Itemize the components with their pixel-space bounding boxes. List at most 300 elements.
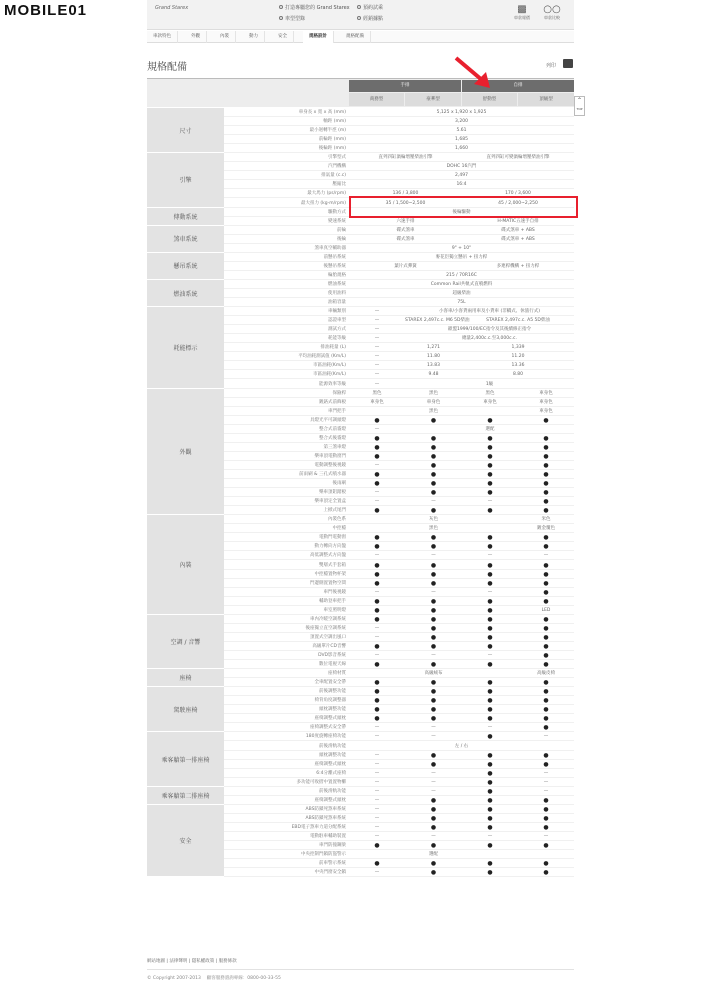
- spec-row: [224, 850, 574, 859]
- spec-row: [224, 687, 574, 696]
- spec-label: 具燈光平可調頭燈: [310, 417, 346, 423]
- spec-cell: —: [431, 734, 436, 740]
- spec-cell: ●: [543, 480, 549, 488]
- spec-cell: ●: [543, 471, 549, 478]
- spec-label: ABS防鎖死煞車系統: [305, 806, 346, 812]
- spec-cell: ●: [487, 624, 493, 632]
- spec-row: [224, 497, 574, 506]
- radio-icon: [279, 5, 283, 9]
- spec-row: [224, 841, 574, 850]
- spec-cell: ●: [487, 561, 493, 569]
- spec-cell: 黑色: [429, 526, 438, 532]
- spec-cell: —: [374, 499, 380, 505]
- spec-cell: LED: [541, 607, 551, 613]
- spec-cell: H-MATIC五速手自排: [497, 218, 539, 224]
- spec-row: [224, 579, 574, 588]
- spec-cell: ●: [543, 489, 549, 497]
- spec-cell: ●: [374, 443, 380, 451]
- spec-label: 座椅調整式頭枕: [314, 761, 346, 767]
- spec-cell: —: [543, 734, 549, 740]
- spec-cell: ●: [487, 814, 493, 822]
- spec-category: 燃油系統: [147, 280, 224, 307]
- spec-row: [224, 461, 574, 470]
- spec-cell: 11.20: [511, 354, 525, 360]
- spec-cell: ●: [374, 679, 380, 687]
- spec-row: [224, 588, 574, 597]
- spec-cell: 5,125 x 1,920 x 1,925: [436, 110, 487, 115]
- spec-label: 上掀式尾門: [323, 508, 346, 514]
- spec-cell: 選配: [429, 852, 438, 858]
- spec-cell: —: [431, 834, 436, 839]
- tab-interior[interactable]: 內裝: [214, 31, 236, 43]
- price-button[interactable]: ▩ 車款報價: [509, 4, 535, 21]
- model-name: Grand Starex: [155, 5, 189, 11]
- tab-features[interactable]: 車款特色: [147, 31, 178, 43]
- spec-cell: —: [374, 752, 380, 758]
- spec-cell: —: [374, 309, 380, 315]
- spec-cell: ●: [543, 434, 549, 442]
- spec-row: [224, 669, 574, 678]
- spec-row: [224, 298, 574, 307]
- spec-cell: —: [374, 725, 380, 731]
- spec-cell: ●: [543, 823, 549, 831]
- spec-row: [224, 651, 574, 660]
- section-tabs: [147, 31, 574, 43]
- printer-icon[interactable]: [563, 59, 573, 68]
- spec-cell: ●: [487, 842, 493, 850]
- spec-cell: —: [431, 653, 436, 658]
- spec-cell: ●: [487, 642, 493, 650]
- spec-cell: 小客車/小客貨兩用車及小貨車 (非轎式、休旅行式): [439, 309, 540, 315]
- spec-cell: —: [374, 634, 380, 640]
- spec-cell: ●: [430, 597, 437, 605]
- spec-cell: 車身色: [370, 399, 384, 405]
- spec-label: 電動駐車輔助裝置: [310, 834, 346, 839]
- highlight-box: [349, 196, 578, 218]
- spec-cell: ●: [430, 579, 437, 587]
- spec-row: [224, 714, 574, 723]
- spec-cell: 多連桿機構 + 扭力桿: [496, 263, 540, 269]
- spec-cell: ●: [374, 452, 380, 460]
- spec-label: 前後調整功能: [319, 689, 346, 695]
- spec-cell: —: [431, 553, 436, 559]
- spec-label: 座椅調整式頭枕: [314, 797, 346, 803]
- spec-cell: ●: [374, 642, 380, 650]
- spec-category: 安全: [147, 805, 224, 877]
- spec-cell: ●: [374, 688, 380, 696]
- spec-cell: —: [543, 553, 549, 559]
- spec-category: 外觀: [147, 389, 224, 516]
- spec-cell: ●: [374, 434, 380, 442]
- spec-cell: ●: [543, 724, 549, 732]
- spec-cell: ●: [487, 769, 493, 777]
- spec-label: 高級單片CD音響: [312, 643, 346, 649]
- option-test-drive[interactable]: 預約試乘: [357, 4, 383, 11]
- spec-cell: ●: [487, 751, 493, 759]
- spec-cell: ●: [374, 606, 380, 614]
- spec-row: [224, 696, 574, 705]
- spec-row: [224, 289, 574, 298]
- spec-cell: —: [374, 354, 380, 360]
- spec-cell: —: [374, 327, 380, 333]
- spec-row: [224, 307, 574, 316]
- spec-cell: —: [543, 834, 549, 839]
- spec-row: [224, 380, 574, 389]
- spec-label: 煞車真空輔助器: [314, 245, 346, 251]
- radio-icon: [279, 16, 283, 20]
- spec-cell: —: [374, 806, 380, 812]
- spec-cell: 車身色: [539, 408, 553, 414]
- spec-row: [224, 162, 574, 171]
- footer-divider: [147, 969, 574, 970]
- spec-row: [224, 470, 574, 479]
- spec-cell: 3,200: [455, 119, 468, 125]
- spec-label: 車門把手: [328, 408, 346, 414]
- car-icon: ▩: [517, 4, 527, 15]
- spec-label: 雙層式手套箱: [319, 562, 346, 568]
- spec-cell: ●: [543, 796, 549, 804]
- spec-cell: —: [374, 490, 380, 496]
- spec-cell: ●: [543, 579, 549, 587]
- spec-cell: ●: [543, 624, 549, 632]
- spec-cell: ●: [430, 842, 437, 850]
- spec-cell: ●: [543, 633, 549, 641]
- back-to-top-button[interactable]: ⌃ TOP: [574, 96, 585, 116]
- spec-cell: —: [374, 372, 380, 378]
- spec-label: 燃油系統: [328, 281, 346, 287]
- spec-cell: ●: [487, 461, 493, 469]
- spec-cell: ●: [543, 561, 549, 569]
- spec-cell: ●: [543, 443, 549, 451]
- spec-label: 座椅材質: [328, 671, 346, 677]
- spec-cell: 歐盟1999/100/EC指令及其後續修正指令: [447, 327, 532, 333]
- spec-label: 中央門窗安全鎖: [314, 870, 346, 876]
- spec-cell: DOHC 16汽門: [446, 164, 477, 170]
- spec-row: [224, 135, 574, 144]
- spec-cell: STAREX 2,497c.c. A5 5D柴油: [486, 318, 550, 324]
- spec-label: 變速系統: [328, 218, 346, 224]
- spec-cell: 左 / 右: [454, 743, 469, 749]
- spec-cell: ●: [430, 715, 437, 723]
- site-logo[interactable]: [4, 2, 87, 24]
- spec-category: 引擎: [147, 153, 224, 207]
- spec-cell: ●: [487, 452, 493, 460]
- spec-row: [224, 533, 574, 542]
- spec-cell: ●: [487, 434, 493, 442]
- spec-cell: —: [431, 725, 436, 731]
- spec-label: 最小迴轉半徑 (m): [309, 128, 346, 134]
- spec-cell: ●: [487, 823, 493, 831]
- spec-cell: ●: [374, 471, 380, 478]
- spec-row: [224, 488, 574, 497]
- spec-cell: ●: [543, 452, 549, 460]
- spec-cell: —: [374, 426, 380, 432]
- spec-label: 6:4分離式座椅: [316, 770, 346, 776]
- spec-cell: ●: [374, 534, 380, 542]
- spec-cell: ●: [430, 416, 437, 424]
- spec-label: 前後滑軌功能: [319, 788, 346, 794]
- option-dealer[interactable]: 經銷據點: [357, 15, 383, 22]
- spec-cell: ●: [543, 679, 549, 687]
- spec-label: 輪胎規格: [328, 272, 346, 278]
- spec-cell: —: [374, 761, 380, 767]
- tab-spec[interactable]: 規格配備: [340, 31, 371, 43]
- spec-cell: 2,497: [455, 173, 468, 179]
- spec-cell: ●: [430, 480, 437, 488]
- spec-cell: 直列四缸可變渦輪增壓柴油引擎: [486, 155, 550, 161]
- spec-cell: ●: [487, 697, 493, 705]
- spec-cell: ●: [430, 624, 437, 632]
- spec-row: [224, 660, 574, 669]
- spec-row: [224, 787, 574, 796]
- spec-cell: 8.80: [512, 372, 524, 378]
- spec-cell: ●: [487, 787, 493, 795]
- spec-cell: ●: [374, 597, 380, 605]
- spec-cell: ●: [430, 434, 437, 442]
- spec-row: [224, 570, 574, 579]
- spec-row: [224, 678, 574, 687]
- spec-category: 耗能標示: [147, 307, 224, 388]
- spec-cell: ●: [543, 706, 549, 714]
- spec-cell: ●: [430, 688, 437, 696]
- spec-cell: 總量2,400c.c.至3,000c.c.: [462, 336, 517, 342]
- spec-label: 後輪距 (mm): [318, 146, 346, 152]
- spec-row: [224, 624, 574, 633]
- spec-label: 車身長 x 寬 x 高 (mm): [298, 110, 346, 115]
- spec-cell: ●: [543, 461, 549, 469]
- spec-cell: ●: [430, 633, 437, 641]
- spec-cell: ●: [543, 715, 549, 723]
- spec-label: 樂車頂定全置盒: [314, 499, 346, 505]
- spec-label: 車室照明燈: [323, 607, 346, 613]
- spec-row: [224, 597, 574, 606]
- spec-cell: ●: [487, 471, 493, 478]
- spec-label: 電動調整後視鏡: [314, 462, 346, 468]
- spec-row: [224, 515, 574, 524]
- spec-cell: ●: [374, 579, 380, 587]
- spec-category: 空調 / 音響: [147, 615, 224, 669]
- spec-label: 車門防撞鋼梁: [319, 843, 346, 849]
- tab-spec-design[interactable]: 規格設計: [303, 31, 334, 43]
- spec-label: 數位電視天線: [319, 662, 346, 668]
- spec-cell: ●: [487, 869, 493, 877]
- spec-cell: ●: [430, 823, 437, 831]
- spec-label: 引擎型式: [328, 155, 346, 161]
- spec-cell: —: [374, 815, 380, 821]
- copyright: © Copyright 2007-2013 顧客服務諮詢專線：0800-00-33-55: [147, 976, 281, 981]
- spec-cell: ●: [430, 642, 437, 650]
- spec-label: 180度旋轉座椅功能: [305, 734, 346, 740]
- spec-row: [224, 524, 574, 533]
- spec-cell: ●: [374, 697, 380, 705]
- spec-label: 輔助登車把手: [319, 598, 346, 604]
- spec-cell: ●: [374, 543, 380, 551]
- spec-cell: 黑色: [429, 390, 438, 396]
- spec-label: 中央控制門鎖防盜警示: [301, 852, 346, 858]
- spec-row: [224, 452, 574, 461]
- spec-row: [224, 361, 574, 370]
- spec-cell: ●: [374, 507, 380, 515]
- spec-row: [224, 814, 574, 823]
- spec-label: 樂車頂鋁踏板: [319, 490, 346, 496]
- spec-label: 壓縮比: [332, 182, 346, 188]
- option-configure[interactable]: 打造專屬您的 Grand Starex: [279, 4, 350, 11]
- spec-cell: ●: [430, 661, 437, 669]
- spec-cell: 碟式煞車: [396, 236, 415, 242]
- spec-cell: ●: [430, 751, 437, 759]
- spec-cell: 高級絨布: [424, 671, 443, 677]
- spec-cell: ●: [430, 543, 437, 551]
- spec-cell: ●: [430, 443, 437, 451]
- spec-cell: 車身色: [539, 390, 553, 396]
- spec-label: 全車配置安全帶: [314, 680, 346, 686]
- spec-row: [224, 859, 574, 868]
- spec-cell: ●: [430, 570, 437, 578]
- spec-cell: ●: [487, 543, 493, 551]
- spec-cell: ●: [430, 471, 437, 478]
- spec-cell: ●: [543, 842, 549, 850]
- spec-category: 駕駛座椅: [147, 687, 224, 732]
- spec-label: 使用油料: [328, 291, 346, 296]
- spec-row: [224, 778, 574, 787]
- spec-cell: ●: [543, 507, 549, 515]
- spec-cell: —: [487, 725, 493, 731]
- spec-cell: 超級柴油: [452, 291, 471, 296]
- spec-row: [224, 343, 574, 352]
- tab-exterior[interactable]: 外觀: [185, 31, 207, 43]
- spec-cell: ●: [487, 480, 493, 488]
- spec-cell: ●: [487, 661, 493, 669]
- spec-cell: 11.80: [427, 354, 440, 360]
- spec-row: [224, 253, 574, 262]
- spec-cell: ●: [543, 697, 549, 705]
- spec-cell: ●: [374, 570, 380, 578]
- spec-label: 排油耗量 (L): [320, 345, 346, 351]
- spec-label: 樂車頂電動窗門: [314, 453, 346, 459]
- spec-cell: —: [487, 499, 493, 505]
- spec-cell: ●: [487, 489, 493, 497]
- spec-cell: ●: [430, 860, 437, 868]
- spec-cell: ●: [487, 633, 493, 641]
- spec-label: 最大扭力 (kg-m/rpm): [300, 200, 346, 206]
- spec-cell: ●: [487, 715, 493, 723]
- spec-row: [224, 407, 574, 416]
- spec-cell: 35 / 1,500~2,500: [385, 200, 426, 206]
- spec-cell: ●: [430, 805, 437, 813]
- spec-cell: ●: [430, 452, 437, 460]
- spec-cell: —: [487, 553, 493, 559]
- option-brochure[interactable]: 車型型錄: [279, 15, 305, 22]
- spec-row: [224, 280, 574, 289]
- spec-cell: ●: [487, 615, 493, 623]
- spec-row: [224, 443, 574, 452]
- spec-label: 市區油耗(Km/L): [313, 363, 346, 369]
- spec-label: 多功能可收摺中置置物櫃: [296, 779, 346, 785]
- spec-cell: ●: [487, 606, 493, 614]
- spec-cell: ●: [430, 796, 437, 804]
- spec-cell: —: [374, 625, 380, 631]
- spec-label: 門邊側置置物空間: [310, 580, 346, 586]
- spec-cell: 黑色: [485, 390, 495, 396]
- spec-cell: 1,685: [455, 137, 468, 143]
- spec-cell: ●: [430, 869, 437, 877]
- spec-cell: ●: [374, 615, 380, 623]
- spec-row: [224, 551, 574, 560]
- spec-label: 認證車型: [328, 318, 346, 324]
- spec-row: [224, 805, 574, 814]
- spec-cell: ●: [487, 796, 493, 804]
- spec-row: [224, 832, 574, 841]
- spec-cell: ●: [543, 860, 549, 868]
- spec-cell: —: [431, 779, 436, 785]
- spec-label: 座椅調整式頭枕: [314, 716, 346, 722]
- spec-label: 最大馬力 (ps/rpm): [307, 191, 346, 197]
- spec-cell: —: [543, 770, 549, 776]
- spec-row: [224, 171, 574, 180]
- logo-text: MOBILE01: [4, 2, 88, 19]
- spec-row: [224, 262, 574, 271]
- spec-label: 前雨刷 & 三孔式噴水器: [299, 472, 346, 477]
- spec-row: [224, 334, 574, 343]
- spec-cell: —: [374, 870, 380, 876]
- spec-cell: 黑色: [372, 390, 382, 396]
- spec-cell: ●: [374, 842, 380, 850]
- spec-page: [147, 0, 574, 988]
- spec-label: 後懸吊系統: [323, 263, 346, 269]
- spec-label: 前輪距 (mm): [318, 137, 346, 143]
- spec-cell: ●: [543, 652, 549, 659]
- spec-cell: ●: [543, 760, 549, 768]
- tab-power[interactable]: 動力: [243, 31, 265, 43]
- spec-label: 高低調整式方向盤: [310, 553, 346, 559]
- spec-cell: ●: [430, 507, 437, 515]
- spec-label: 車輛類別: [328, 309, 346, 315]
- spec-row: [224, 244, 574, 253]
- spec-cell: 136 / 3,800: [392, 191, 419, 197]
- spec-cell: ●: [430, 814, 437, 822]
- spec-label: 整合式後霧燈: [319, 435, 346, 441]
- spec-row: [224, 316, 574, 325]
- spec-label: 油箱容量: [328, 300, 346, 306]
- spec-cell: 葉片式彈簧: [394, 263, 417, 269]
- spec-cell: —: [374, 653, 380, 658]
- tab-safety[interactable]: 安全: [272, 31, 294, 43]
- spec-row: [224, 389, 574, 398]
- spec-cell: ●: [487, 706, 493, 714]
- print-link[interactable]: 列印: [546, 63, 557, 69]
- spec-cell: 米色: [541, 517, 551, 523]
- footer-links[interactable]: 網站地圖 | 法律聲明 | 隱私權政策 | 服務條款: [147, 959, 237, 964]
- spec-label: 驅動方式: [328, 209, 346, 215]
- spec-label: 前車警示系統: [319, 861, 346, 867]
- spec-cell: 1,271: [427, 345, 440, 351]
- spec-cell: ●: [374, 715, 380, 723]
- spec-row: [224, 117, 574, 126]
- spec-cell: ●: [430, 679, 437, 687]
- spec-row: [224, 732, 574, 741]
- radio-icon: [357, 16, 361, 20]
- spec-label: 椅背角度調整器: [314, 698, 346, 704]
- spec-cell: 45 / 2,000~2,250: [498, 200, 538, 206]
- spec-label: 後輪: [337, 236, 346, 242]
- spec-cell: ●: [543, 688, 549, 696]
- spec-cell: —: [374, 336, 380, 342]
- spec-label: 後雨刷: [332, 481, 346, 487]
- compare-button[interactable]: ○○ 車款比較: [539, 4, 565, 21]
- spec-cell: —: [431, 589, 436, 595]
- spec-cell: 碟式煞車 + ABS: [501, 236, 535, 242]
- glasses-icon: ○○: [543, 4, 561, 15]
